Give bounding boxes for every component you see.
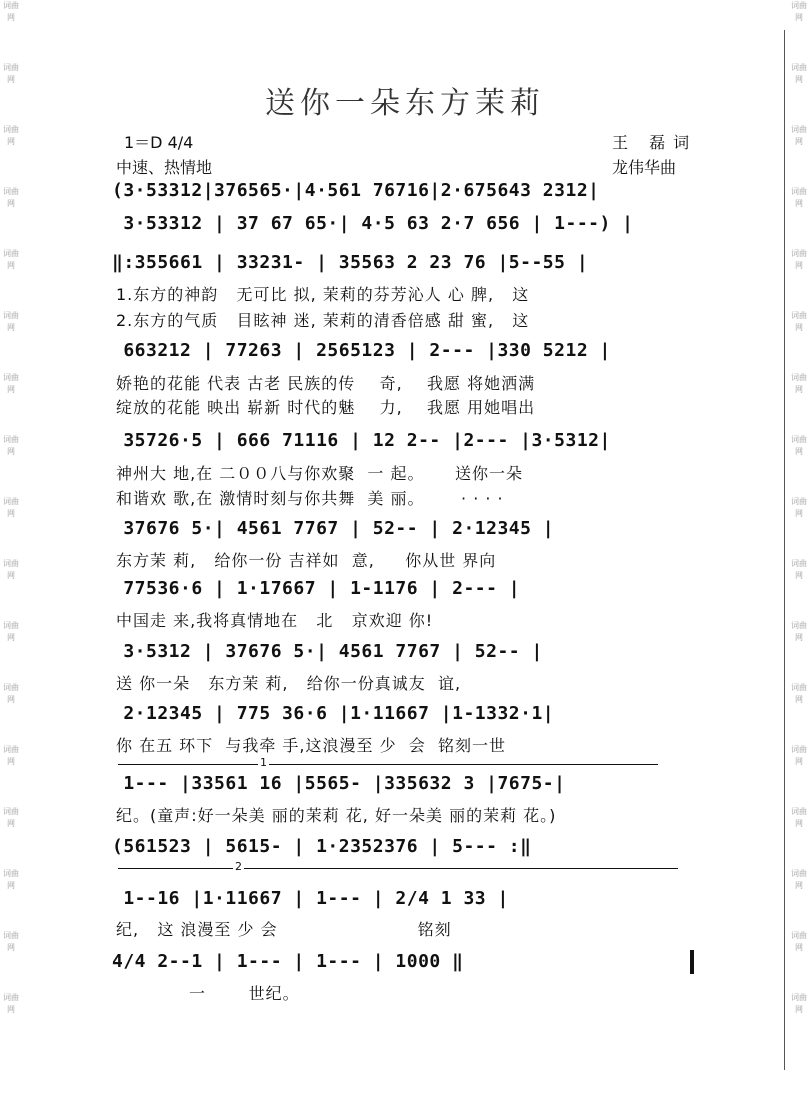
volta-number: 1	[260, 756, 267, 769]
lyric-line-verse-1: 1.东方的神韵 无可比 拟, 茉莉的芬芳沁人 心 脾, 这	[116, 285, 530, 304]
watermark-text: 词曲网	[791, 869, 807, 890]
lyric-line: 东方茉 莉, 给你一份 吉祥如 意, 你从世 界向	[116, 551, 497, 570]
watermark-text: 词曲网	[3, 435, 19, 456]
song-title: 送你一朵东方茉莉	[265, 86, 545, 121]
notation-line: 4/4 2--1 | 1--- | 1--- | 1000 ‖	[112, 951, 464, 972]
watermark-text: 词曲网	[791, 931, 807, 952]
notation-line: 2·12345 | 775 36·6 |1·11667 |1-1332·1|	[112, 703, 555, 724]
notation-line: 1--16 |1·11667 | 1--- | 2/4 1 33 |	[112, 888, 509, 909]
notation-line: 3·5312 | 37676 5·| 4561 7767 | 52-- |	[112, 641, 543, 662]
watermark-text: 词曲网	[791, 311, 807, 332]
lyric-line-verse-2: 2.东方的气质 目眩神 迷, 茉莉的清香倍感 甜 蜜, 这	[116, 311, 530, 330]
watermark-text: 词曲网	[3, 931, 19, 952]
watermark-text: 词曲网	[3, 497, 19, 518]
watermark-text: 词曲网	[3, 187, 19, 208]
watermark-text: 词曲网	[3, 807, 19, 828]
lyric-line-verse-2: 绽放的花能 映出 崭新 时代的魅 力, 我愿 用她唱出	[116, 398, 536, 417]
notation-line: 663212 | 77263 | 2565123 | 2--- |330 5212 |	[112, 340, 611, 361]
lyric-line-verse-1: 娇艳的花能 代表 古老 民族的传 奇, 我愿 将她洒满	[116, 374, 536, 393]
lyric-line-verse-2: 和谐欢 歌,在 激情时刻与你共舞 美 丽。 · · · ·	[116, 489, 504, 508]
watermark-text: 词曲网	[791, 993, 807, 1014]
watermark-text: 词曲网	[791, 807, 807, 828]
watermark-text: 词曲网	[3, 869, 19, 890]
notation-line: 35726·5 | 666 71116 | 12 2-- |2--- |3·5312|	[112, 430, 611, 451]
composer-credit: 龙伟华曲	[612, 158, 677, 177]
watermark-text: 词曲网	[791, 435, 807, 456]
watermark-text: 词曲网	[791, 249, 807, 270]
notation-line: 1--- |33561 16 |5565- |335632 3 |7675-|	[112, 773, 566, 794]
volta-number: 2	[235, 860, 242, 873]
watermark-text: 词曲网	[3, 63, 19, 84]
watermark-text: 词曲网	[3, 125, 19, 146]
watermark-text: 词曲网	[3, 993, 19, 1014]
lyric-line-verse-1: 神州大 地,在 二００八与你欢聚 一 起。 送你一朵	[116, 464, 523, 483]
watermark-text: 词曲网	[791, 621, 807, 642]
lyric-line: 你 在五 环下 与我牵 手,这浪漫至 少 会 铭刻一世	[116, 736, 506, 755]
notation-line: (561523 | 5615- | 1·2352376 | 5--- :‖	[112, 836, 532, 857]
final-barline	[690, 950, 694, 974]
key-signature: 1＝D 4/4	[124, 133, 194, 152]
lyric-line: 中国走 来,我将真情地在 北 京欢迎 你!	[116, 611, 434, 630]
watermark-text: 词曲网	[3, 745, 19, 766]
watermark-text: 词曲网	[791, 63, 807, 84]
lyric-line: 纪。(童声:好一朵美 丽的茉莉 花, 好一朵美 丽的茉莉 花。)	[116, 806, 557, 825]
page-border-line	[784, 30, 785, 1070]
watermark-text: 词曲网	[3, 1, 19, 22]
tempo-mark: 中速、热情地	[116, 158, 213, 177]
watermark-text: 词曲网	[3, 683, 19, 704]
watermark-text: 词曲网	[3, 373, 19, 394]
watermark-text: 词曲网	[791, 559, 807, 580]
watermark-text: 词曲网	[791, 745, 807, 766]
watermark-text: 词曲网	[3, 311, 19, 332]
notation-line: 77536·6 | 1·17667 | 1-1176 | 2--- |	[112, 578, 521, 599]
notation-line: 3·53312 | 37 67 65·| 4·5 63 2·7 656 | 1---) |	[112, 213, 634, 234]
notation-line: (3·53312|376565·|4·561 76716|2·675643 2312|	[112, 180, 600, 201]
watermark-text: 词曲网	[791, 683, 807, 704]
watermark-text: 词曲网	[791, 187, 807, 208]
watermark-text: 词曲网	[791, 125, 807, 146]
notation-line: 37676 5·| 4561 7767 | 52-- | 2·12345 |	[112, 518, 555, 539]
watermark-text: 词曲网	[3, 621, 19, 642]
lyric-line: 纪, 这 浪漫至 少 会 铭刻	[116, 920, 452, 939]
notation-line: ‖:355661 | 33231- | 35563 2 23 76 |5--55 |	[112, 252, 589, 273]
watermark-text: 词曲网	[791, 497, 807, 518]
lyric-line: 送 你一朵 东方茉 莉, 给你一份真诚友 谊,	[116, 674, 462, 693]
watermark-text: 词曲网	[791, 373, 807, 394]
watermark-text: 词曲网	[791, 1, 807, 22]
right-watermark-strip	[790, 0, 808, 1095]
watermark-text: 词曲网	[3, 249, 19, 270]
lyricist-credit: 王 磊词	[612, 133, 698, 152]
second-ending-bracket	[118, 860, 678, 879]
watermark-text: 词曲网	[3, 559, 19, 580]
left-watermark-strip	[2, 0, 20, 1095]
lyric-line: 一 世纪。	[116, 984, 300, 1003]
